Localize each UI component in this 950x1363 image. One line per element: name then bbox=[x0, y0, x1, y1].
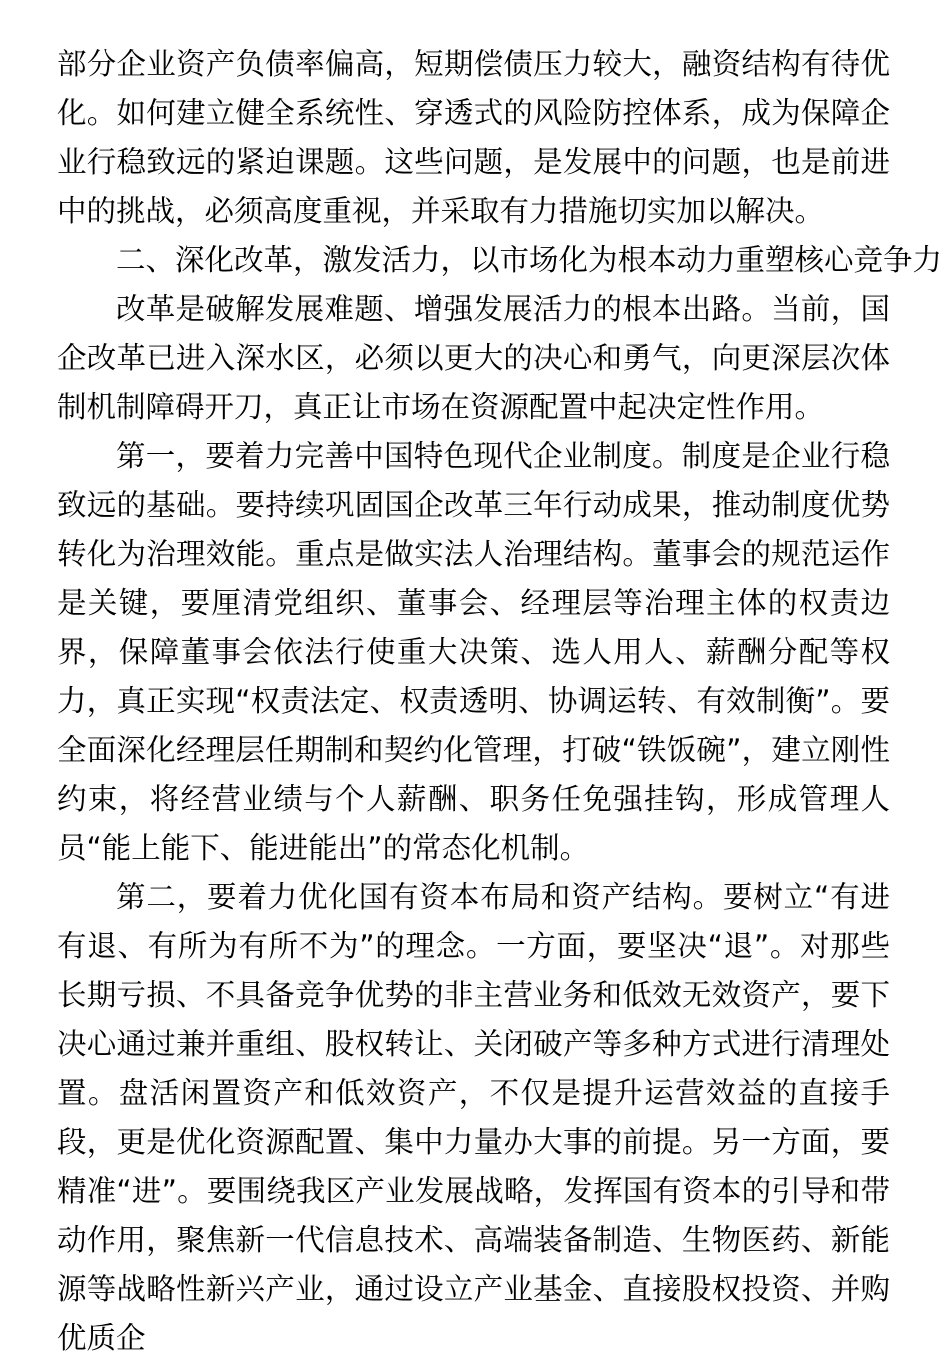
document-body bbox=[57, 40, 943, 1363]
paragraph-risk-control: 部分企业资产负债率偏高，短期偿债压力较大，融资结构有待优化。如何建立健全系统性、穿透式的风险防控体系，成为保障企业行稳致远的紧迫课题。这些问题，是发展中的问题，也是前进中的挑战，必须高度重视，并采取有力措施切实加以解决。 bbox=[57, 47, 890, 228]
heading-section-two: 二、深化改革，激发活力，以市场化为根本动力重塑核心竞争力 bbox=[116, 243, 943, 277]
paragraph-point-one: 第一，要着力完善中国特色现代企业制度。制度是企业行稳致远的基础。要持续巩固国企改革三年行动成果，推动制度优势转化为治理效能。重点是做实法人治理结构。董事会的规范运作是关键，要厘清党组织、董事会、经理层等治理主体的权责边界，保障董事会依法行使重大决策、选人用人、薪酬分配等权力，真正实现“权责法定、权责透明、协调运转、有效制衡”。要全面深化经理层任期制和契约化管理，打破“铁饭碗”，建立刚性约束，将经营业绩与个人薪酬、职务任免强挂钩，形成管理人员“能上能下、能进能出”的常态化机制。 bbox=[57, 439, 890, 865]
paragraph-reform-intro: 改革是破解发展难题、增强发展活力的根本出路。当前，国企改革已进入深水区，必须以更大的决心和勇气，向更深层次体制机制障碍开刀，真正让市场在资源配置中起决定性作用。 bbox=[57, 292, 890, 424]
paragraph-point-two: 第二，要着力优化国有资本布局和资产结构。要树立“有进有退、有所为有所不为”的理念。一方面，要坚决“退”。对那些长期亏损、不具备竞争优势的非主营业务和低效无效资产，要下决心通过兼并重组、股权转让、关闭破产等多种方式进行清理处置。盘活闲置资产和低效资产，不仅是提升运营效益的直接手段，更是优化资源配置、集中力量办大事的前提。另一方面，要精准“进”。要围绕我区产业发展战略，发挥国有资本的引导和带动作用，聚焦新一代信息技术、高端装备制造、生物医药、新能源等战略性新兴产业，通过设立产业基金、直接股权投资、并购优质企 bbox=[57, 880, 890, 1355]
